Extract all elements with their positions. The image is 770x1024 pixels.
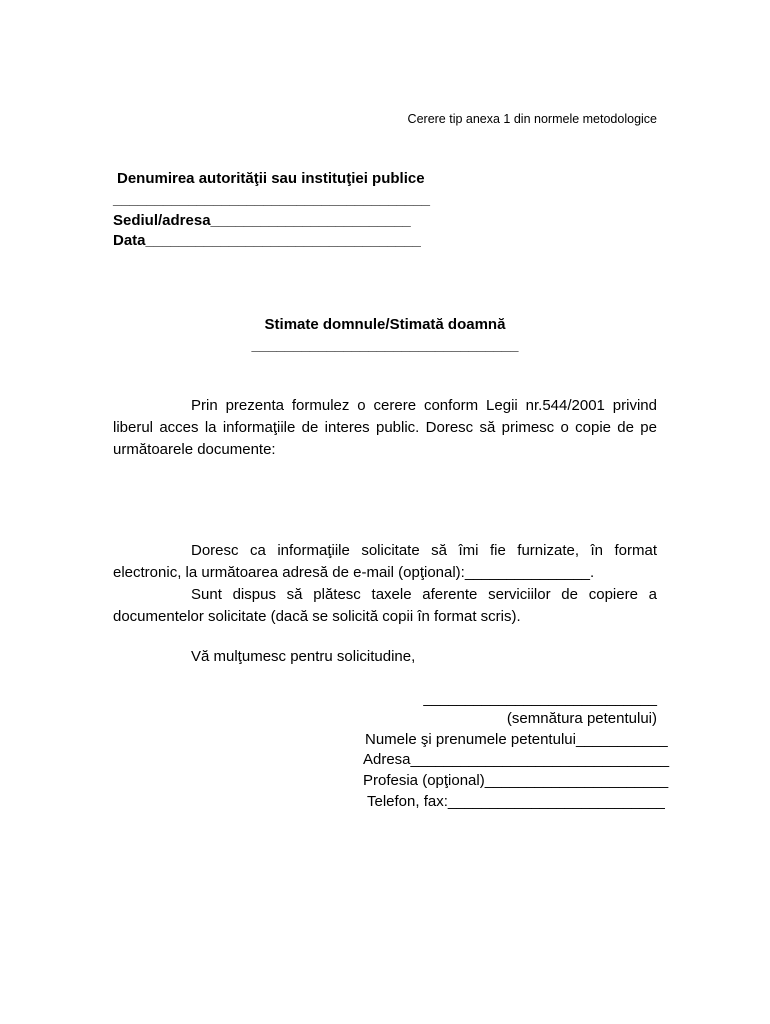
- authority-address: Sediul/adresa________________________: [113, 212, 411, 229]
- email-paragraph: Doresc ca informaţiile solicitate să îmi fie furnizate, în format electronic, la următoarea adresă de e-mail (opţional):_______________.: [113, 542, 657, 581]
- fees-paragraph: Sunt dispus să plătesc taxele aferente serviciilor de copiere a documentelor solicitate (dacă se solicită copii în format scris).: [113, 586, 657, 625]
- salutation-blank: ________________________________: [251, 337, 519, 354]
- template-note: Cerere tip anexa 1 din normele metodologice: [407, 112, 657, 126]
- request-paragraph: Prin prezenta formulez o cerere conform Legii nr.544/2001 privind liberul acces la informaţiile de interes public. Doresc să primesc o copie de pe următoarele documente:: [113, 397, 657, 458]
- signature-line: ____________________________: [423, 690, 657, 707]
- petitioner-profession: Profesia (opţional)______________________: [363, 772, 669, 789]
- petitioner-phone: Telefon, fax:__________________________: [367, 793, 665, 810]
- authority-title: Denumirea autorităţii sau instituţiei publice: [117, 170, 425, 187]
- petitioner-name: Numele şi prenumele petentului___________: [365, 731, 668, 748]
- authority-name-blank: ______________________________________: [113, 191, 431, 208]
- authority-date: Data_________________________________: [113, 232, 421, 249]
- thanks-line: Vă mulţumesc pentru solicitudine,: [191, 648, 416, 665]
- signature-label: (semnătura petentului): [506, 710, 657, 727]
- salutation: Stimate domnule/Stimată doamnă: [264, 316, 506, 333]
- petitioner-address: Adresa_______________________________: [363, 751, 670, 768]
